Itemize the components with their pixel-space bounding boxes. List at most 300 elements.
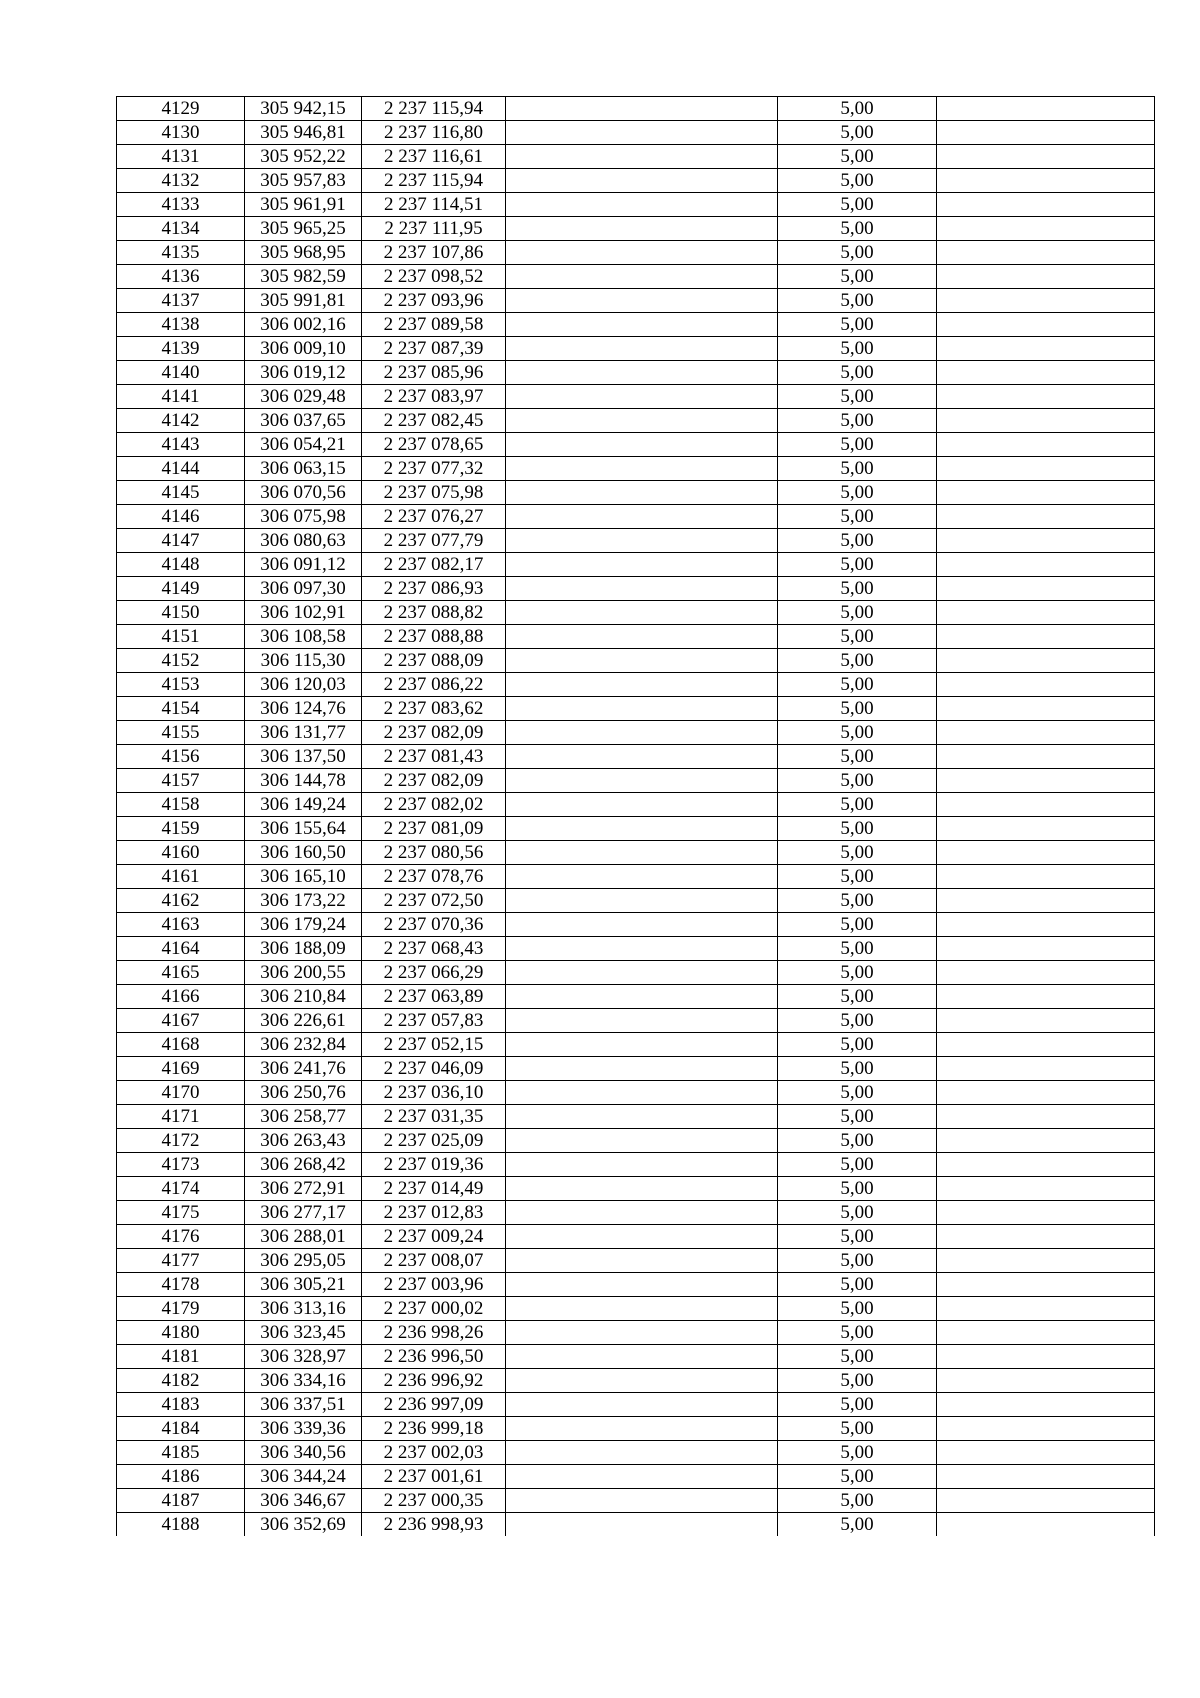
value-cell: 5,00 <box>778 1321 937 1345</box>
y-coordinate-cell: 2 237 019,36 <box>362 1153 506 1177</box>
x-coordinate-cell: 305 968,95 <box>245 241 362 265</box>
y-coordinate-cell: 2 237 093,96 <box>362 289 506 313</box>
empty-cell <box>937 1417 1155 1441</box>
empty-cell <box>937 1009 1155 1033</box>
table-row <box>117 193 1155 217</box>
x-coordinate-cell: 306 250,76 <box>245 1081 362 1105</box>
value-cell: 5,00 <box>778 1249 937 1273</box>
x-coordinate-cell: 305 982,59 <box>245 265 362 289</box>
x-coordinate-cell: 306 160,50 <box>245 841 362 865</box>
point-number-cell: 4179 <box>117 1297 245 1321</box>
empty-cell <box>506 1201 778 1225</box>
value-cell: 5,00 <box>778 721 937 745</box>
value-cell: 5,00 <box>778 817 937 841</box>
x-coordinate-cell: 306 019,12 <box>245 361 362 385</box>
empty-cell <box>506 961 778 985</box>
value-cell: 5,00 <box>778 433 937 457</box>
table-row <box>117 1393 1155 1417</box>
point-number-cell: 4185 <box>117 1441 245 1465</box>
y-coordinate-cell: 2 237 025,09 <box>362 1129 506 1153</box>
table-row <box>117 577 1155 601</box>
point-number-cell: 4140 <box>117 361 245 385</box>
empty-cell <box>937 1225 1155 1249</box>
value-cell: 5,00 <box>778 505 937 529</box>
point-number-cell: 4131 <box>117 145 245 169</box>
table-row <box>117 217 1155 241</box>
empty-cell <box>506 985 778 1009</box>
point-number-cell: 4164 <box>117 937 245 961</box>
table-row <box>117 337 1155 361</box>
x-coordinate-cell: 306 344,24 <box>245 1465 362 1489</box>
point-number-cell: 4151 <box>117 625 245 649</box>
table-row <box>117 913 1155 937</box>
empty-cell <box>937 697 1155 721</box>
y-coordinate-cell: 2 237 083,97 <box>362 385 506 409</box>
table-row <box>117 241 1155 265</box>
empty-cell <box>937 337 1155 361</box>
empty-cell <box>937 481 1155 505</box>
table-row <box>117 1033 1155 1057</box>
point-number-cell: 4184 <box>117 1417 245 1441</box>
y-coordinate-cell: 2 236 997,09 <box>362 1393 506 1417</box>
y-coordinate-cell: 2 237 115,94 <box>362 97 506 121</box>
value-cell: 5,00 <box>778 385 937 409</box>
empty-cell <box>937 745 1155 769</box>
empty-cell <box>937 457 1155 481</box>
value-cell: 5,00 <box>778 625 937 649</box>
y-coordinate-cell: 2 237 086,22 <box>362 673 506 697</box>
empty-cell <box>937 505 1155 529</box>
y-coordinate-cell: 2 237 000,02 <box>362 1297 506 1321</box>
point-number-cell: 4133 <box>117 193 245 217</box>
table-row <box>117 889 1155 913</box>
table-row <box>117 313 1155 337</box>
empty-cell <box>506 1489 778 1513</box>
empty-cell <box>937 817 1155 841</box>
y-coordinate-cell: 2 237 082,02 <box>362 793 506 817</box>
empty-cell <box>937 721 1155 745</box>
value-cell: 5,00 <box>778 793 937 817</box>
y-coordinate-cell: 2 237 001,61 <box>362 1465 506 1489</box>
table-row <box>117 433 1155 457</box>
empty-cell <box>506 1513 778 1537</box>
x-coordinate-cell: 306 226,61 <box>245 1009 362 1033</box>
y-coordinate-cell: 2 237 063,89 <box>362 985 506 1009</box>
point-number-cell: 4167 <box>117 1009 245 1033</box>
empty-cell <box>937 1201 1155 1225</box>
point-number-cell: 4143 <box>117 433 245 457</box>
table-row <box>117 1225 1155 1249</box>
empty-cell <box>937 385 1155 409</box>
point-number-cell: 4174 <box>117 1177 245 1201</box>
point-number-cell: 4148 <box>117 553 245 577</box>
empty-cell <box>937 1369 1155 1393</box>
table-row <box>117 1009 1155 1033</box>
table-row <box>117 1057 1155 1081</box>
y-coordinate-cell: 2 237 083,62 <box>362 697 506 721</box>
point-number-cell: 4154 <box>117 697 245 721</box>
table-row <box>117 1465 1155 1489</box>
value-cell: 5,00 <box>778 1369 937 1393</box>
empty-cell <box>506 649 778 673</box>
point-number-cell: 4169 <box>117 1057 245 1081</box>
value-cell: 5,00 <box>778 97 937 121</box>
y-coordinate-cell: 2 237 098,52 <box>362 265 506 289</box>
value-cell: 5,00 <box>778 529 937 553</box>
empty-cell <box>506 745 778 769</box>
point-number-cell: 4158 <box>117 793 245 817</box>
x-coordinate-cell: 306 091,12 <box>245 553 362 577</box>
table-row <box>117 1129 1155 1153</box>
x-coordinate-cell: 306 075,98 <box>245 505 362 529</box>
value-cell: 5,00 <box>778 193 937 217</box>
empty-cell <box>937 961 1155 985</box>
value-cell: 5,00 <box>778 1273 937 1297</box>
empty-cell <box>506 577 778 601</box>
y-coordinate-cell: 2 237 014,49 <box>362 1177 506 1201</box>
empty-cell <box>506 1009 778 1033</box>
table-row <box>117 505 1155 529</box>
x-coordinate-cell: 306 328,97 <box>245 1345 362 1369</box>
y-coordinate-cell: 2 237 070,36 <box>362 913 506 937</box>
value-cell: 5,00 <box>778 217 937 241</box>
y-coordinate-cell: 2 237 081,09 <box>362 817 506 841</box>
empty-cell <box>937 145 1155 169</box>
point-number-cell: 4156 <box>117 745 245 769</box>
table-row <box>117 673 1155 697</box>
empty-cell <box>506 913 778 937</box>
table-row <box>117 625 1155 649</box>
value-cell: 5,00 <box>778 1513 937 1537</box>
value-cell: 5,00 <box>778 1033 937 1057</box>
x-coordinate-cell: 306 305,21 <box>245 1273 362 1297</box>
x-coordinate-cell: 305 961,91 <box>245 193 362 217</box>
x-coordinate-cell: 306 002,16 <box>245 313 362 337</box>
x-coordinate-cell: 306 080,63 <box>245 529 362 553</box>
point-number-cell: 4186 <box>117 1465 245 1489</box>
empty-cell <box>506 265 778 289</box>
x-coordinate-cell: 306 241,76 <box>245 1057 362 1081</box>
empty-cell <box>937 121 1155 145</box>
empty-cell <box>506 1345 778 1369</box>
table-row <box>117 649 1155 673</box>
x-coordinate-cell: 306 131,77 <box>245 721 362 745</box>
value-cell: 5,00 <box>778 313 937 337</box>
point-number-cell: 4175 <box>117 1201 245 1225</box>
table-row <box>117 1177 1155 1201</box>
point-number-cell: 4150 <box>117 601 245 625</box>
table-row <box>117 1273 1155 1297</box>
y-coordinate-cell: 2 237 088,09 <box>362 649 506 673</box>
point-number-cell: 4172 <box>117 1129 245 1153</box>
empty-cell <box>937 913 1155 937</box>
y-coordinate-cell: 2 237 082,09 <box>362 769 506 793</box>
y-coordinate-cell: 2 237 002,03 <box>362 1441 506 1465</box>
value-cell: 5,00 <box>778 673 937 697</box>
table-row <box>117 961 1155 985</box>
empty-cell <box>937 985 1155 1009</box>
empty-cell <box>937 1321 1155 1345</box>
point-number-cell: 4146 <box>117 505 245 529</box>
table-row <box>117 865 1155 889</box>
table-row <box>117 1441 1155 1465</box>
y-coordinate-cell: 2 237 077,79 <box>362 529 506 553</box>
empty-cell <box>937 577 1155 601</box>
empty-cell <box>506 313 778 337</box>
point-number-cell: 4129 <box>117 97 245 121</box>
table-row <box>117 169 1155 193</box>
value-cell: 5,00 <box>778 1297 937 1321</box>
empty-cell <box>937 169 1155 193</box>
empty-cell <box>506 1081 778 1105</box>
value-cell: 5,00 <box>778 889 937 913</box>
empty-cell <box>937 1441 1155 1465</box>
value-cell: 5,00 <box>778 337 937 361</box>
empty-cell <box>506 769 778 793</box>
point-number-cell: 4160 <box>117 841 245 865</box>
point-number-cell: 4134 <box>117 217 245 241</box>
y-coordinate-cell: 2 237 012,83 <box>362 1201 506 1225</box>
value-cell: 5,00 <box>778 1345 937 1369</box>
x-coordinate-cell: 305 965,25 <box>245 217 362 241</box>
table-row <box>117 1513 1155 1537</box>
empty-cell <box>937 1081 1155 1105</box>
x-coordinate-cell: 306 334,16 <box>245 1369 362 1393</box>
point-number-cell: 4142 <box>117 409 245 433</box>
point-number-cell: 4166 <box>117 985 245 1009</box>
point-number-cell: 4147 <box>117 529 245 553</box>
point-number-cell: 4180 <box>117 1321 245 1345</box>
empty-cell <box>937 1057 1155 1081</box>
table-row <box>117 97 1155 121</box>
x-coordinate-cell: 306 313,16 <box>245 1297 362 1321</box>
x-coordinate-cell: 306 120,03 <box>245 673 362 697</box>
table-row <box>117 553 1155 577</box>
table-row <box>117 1249 1155 1273</box>
table-row <box>117 817 1155 841</box>
table-row <box>117 697 1155 721</box>
value-cell: 5,00 <box>778 1081 937 1105</box>
empty-cell <box>937 841 1155 865</box>
y-coordinate-cell: 2 237 080,56 <box>362 841 506 865</box>
empty-cell <box>937 1513 1155 1537</box>
empty-cell <box>506 721 778 745</box>
x-coordinate-cell: 306 115,30 <box>245 649 362 673</box>
y-coordinate-cell: 2 237 115,94 <box>362 169 506 193</box>
value-cell: 5,00 <box>778 121 937 145</box>
point-number-cell: 4187 <box>117 1489 245 1513</box>
value-cell: 5,00 <box>778 457 937 481</box>
point-number-cell: 4141 <box>117 385 245 409</box>
point-number-cell: 4152 <box>117 649 245 673</box>
point-number-cell: 4168 <box>117 1033 245 1057</box>
empty-cell <box>937 193 1155 217</box>
y-coordinate-cell: 2 237 088,82 <box>362 601 506 625</box>
point-number-cell: 4149 <box>117 577 245 601</box>
y-coordinate-cell: 2 237 003,96 <box>362 1273 506 1297</box>
y-coordinate-cell: 2 237 107,86 <box>362 241 506 265</box>
empty-cell <box>937 1465 1155 1489</box>
table-row <box>117 841 1155 865</box>
point-number-cell: 4159 <box>117 817 245 841</box>
y-coordinate-cell: 2 237 116,80 <box>362 121 506 145</box>
empty-cell <box>506 697 778 721</box>
x-coordinate-cell: 306 124,76 <box>245 697 362 721</box>
y-coordinate-cell: 2 237 008,07 <box>362 1249 506 1273</box>
table-row <box>117 529 1155 553</box>
empty-cell <box>506 625 778 649</box>
value-cell: 5,00 <box>778 961 937 985</box>
y-coordinate-cell: 2 237 031,35 <box>362 1105 506 1129</box>
empty-cell <box>937 1129 1155 1153</box>
x-coordinate-cell: 306 339,36 <box>245 1417 362 1441</box>
x-coordinate-cell: 305 942,15 <box>245 97 362 121</box>
empty-cell <box>506 481 778 505</box>
y-coordinate-cell: 2 237 072,50 <box>362 889 506 913</box>
x-coordinate-cell: 306 137,50 <box>245 745 362 769</box>
empty-cell <box>937 361 1155 385</box>
y-coordinate-cell: 2 237 057,83 <box>362 1009 506 1033</box>
value-cell: 5,00 <box>778 1129 937 1153</box>
y-coordinate-cell: 2 237 046,09 <box>362 1057 506 1081</box>
value-cell: 5,00 <box>778 361 937 385</box>
value-cell: 5,00 <box>778 1201 937 1225</box>
empty-cell <box>506 937 778 961</box>
x-coordinate-cell: 306 063,15 <box>245 457 362 481</box>
point-number-cell: 4171 <box>117 1105 245 1129</box>
x-coordinate-cell: 306 037,65 <box>245 409 362 433</box>
x-coordinate-cell: 306 232,84 <box>245 1033 362 1057</box>
empty-cell <box>506 601 778 625</box>
table-row <box>117 601 1155 625</box>
x-coordinate-cell: 306 173,22 <box>245 889 362 913</box>
table-row <box>117 1321 1155 1345</box>
table-row <box>117 721 1155 745</box>
point-number-cell: 4132 <box>117 169 245 193</box>
y-coordinate-cell: 2 237 066,29 <box>362 961 506 985</box>
table-row <box>117 481 1155 505</box>
empty-cell <box>506 241 778 265</box>
empty-cell <box>937 793 1155 817</box>
value-cell: 5,00 <box>778 769 937 793</box>
value-cell: 5,00 <box>778 1465 937 1489</box>
value-cell: 5,00 <box>778 289 937 313</box>
table-row <box>117 985 1155 1009</box>
point-number-cell: 4181 <box>117 1345 245 1369</box>
empty-cell <box>937 1345 1155 1369</box>
value-cell: 5,00 <box>778 985 937 1009</box>
point-number-cell: 4182 <box>117 1369 245 1393</box>
value-cell: 5,00 <box>778 1009 937 1033</box>
empty-cell <box>506 793 778 817</box>
y-coordinate-cell: 2 236 998,93 <box>362 1513 506 1537</box>
point-number-cell: 4137 <box>117 289 245 313</box>
empty-cell <box>506 865 778 889</box>
empty-cell <box>937 865 1155 889</box>
empty-cell <box>506 1105 778 1129</box>
empty-cell <box>506 385 778 409</box>
empty-cell <box>506 1273 778 1297</box>
empty-cell <box>506 457 778 481</box>
y-coordinate-cell: 2 237 087,39 <box>362 337 506 361</box>
empty-cell <box>937 1033 1155 1057</box>
point-number-cell: 4139 <box>117 337 245 361</box>
empty-cell <box>937 265 1155 289</box>
table-row <box>117 289 1155 313</box>
empty-cell <box>937 649 1155 673</box>
point-number-cell: 4183 <box>117 1393 245 1417</box>
table-row <box>117 361 1155 385</box>
x-coordinate-cell: 306 102,91 <box>245 601 362 625</box>
empty-cell <box>937 433 1155 457</box>
empty-cell <box>506 361 778 385</box>
empty-cell <box>937 769 1155 793</box>
x-coordinate-cell: 305 952,22 <box>245 145 362 169</box>
empty-cell <box>937 1249 1155 1273</box>
table-row <box>117 457 1155 481</box>
value-cell: 5,00 <box>778 1177 937 1201</box>
y-coordinate-cell: 2 237 085,96 <box>362 361 506 385</box>
x-coordinate-cell: 306 295,05 <box>245 1249 362 1273</box>
table-row <box>117 1369 1155 1393</box>
empty-cell <box>937 1393 1155 1417</box>
table-row <box>117 793 1155 817</box>
value-cell: 5,00 <box>778 1057 937 1081</box>
empty-cell <box>937 1297 1155 1321</box>
point-number-cell: 4173 <box>117 1153 245 1177</box>
point-number-cell: 4170 <box>117 1081 245 1105</box>
x-coordinate-cell: 306 346,67 <box>245 1489 362 1513</box>
value-cell: 5,00 <box>778 577 937 601</box>
table-body <box>117 97 1155 1537</box>
empty-cell <box>937 889 1155 913</box>
y-coordinate-cell: 2 237 082,45 <box>362 409 506 433</box>
y-coordinate-cell: 2 237 078,65 <box>362 433 506 457</box>
point-number-cell: 4178 <box>117 1273 245 1297</box>
table-row <box>117 1153 1155 1177</box>
value-cell: 5,00 <box>778 601 937 625</box>
value-cell: 5,00 <box>778 409 937 433</box>
empty-cell <box>506 433 778 457</box>
point-number-cell: 4153 <box>117 673 245 697</box>
empty-cell <box>937 937 1155 961</box>
y-coordinate-cell: 2 237 116,61 <box>362 145 506 169</box>
empty-cell <box>506 1225 778 1249</box>
empty-cell <box>937 625 1155 649</box>
empty-cell <box>937 529 1155 553</box>
y-coordinate-cell: 2 237 086,93 <box>362 577 506 601</box>
value-cell: 5,00 <box>778 1153 937 1177</box>
x-coordinate-cell: 306 263,43 <box>245 1129 362 1153</box>
x-coordinate-cell: 306 054,21 <box>245 433 362 457</box>
coordinates-table <box>116 96 1155 1536</box>
value-cell: 5,00 <box>778 697 937 721</box>
x-coordinate-cell: 306 352,69 <box>245 1513 362 1537</box>
empty-cell <box>937 313 1155 337</box>
x-coordinate-cell: 306 009,10 <box>245 337 362 361</box>
point-number-cell: 4155 <box>117 721 245 745</box>
y-coordinate-cell: 2 237 052,15 <box>362 1033 506 1057</box>
value-cell: 5,00 <box>778 145 937 169</box>
value-cell: 5,00 <box>778 265 937 289</box>
empty-cell <box>506 1465 778 1489</box>
empty-cell <box>506 1417 778 1441</box>
empty-cell <box>937 289 1155 313</box>
empty-cell <box>506 193 778 217</box>
table-row <box>117 1201 1155 1225</box>
value-cell: 5,00 <box>778 1105 937 1129</box>
point-number-cell: 4138 <box>117 313 245 337</box>
